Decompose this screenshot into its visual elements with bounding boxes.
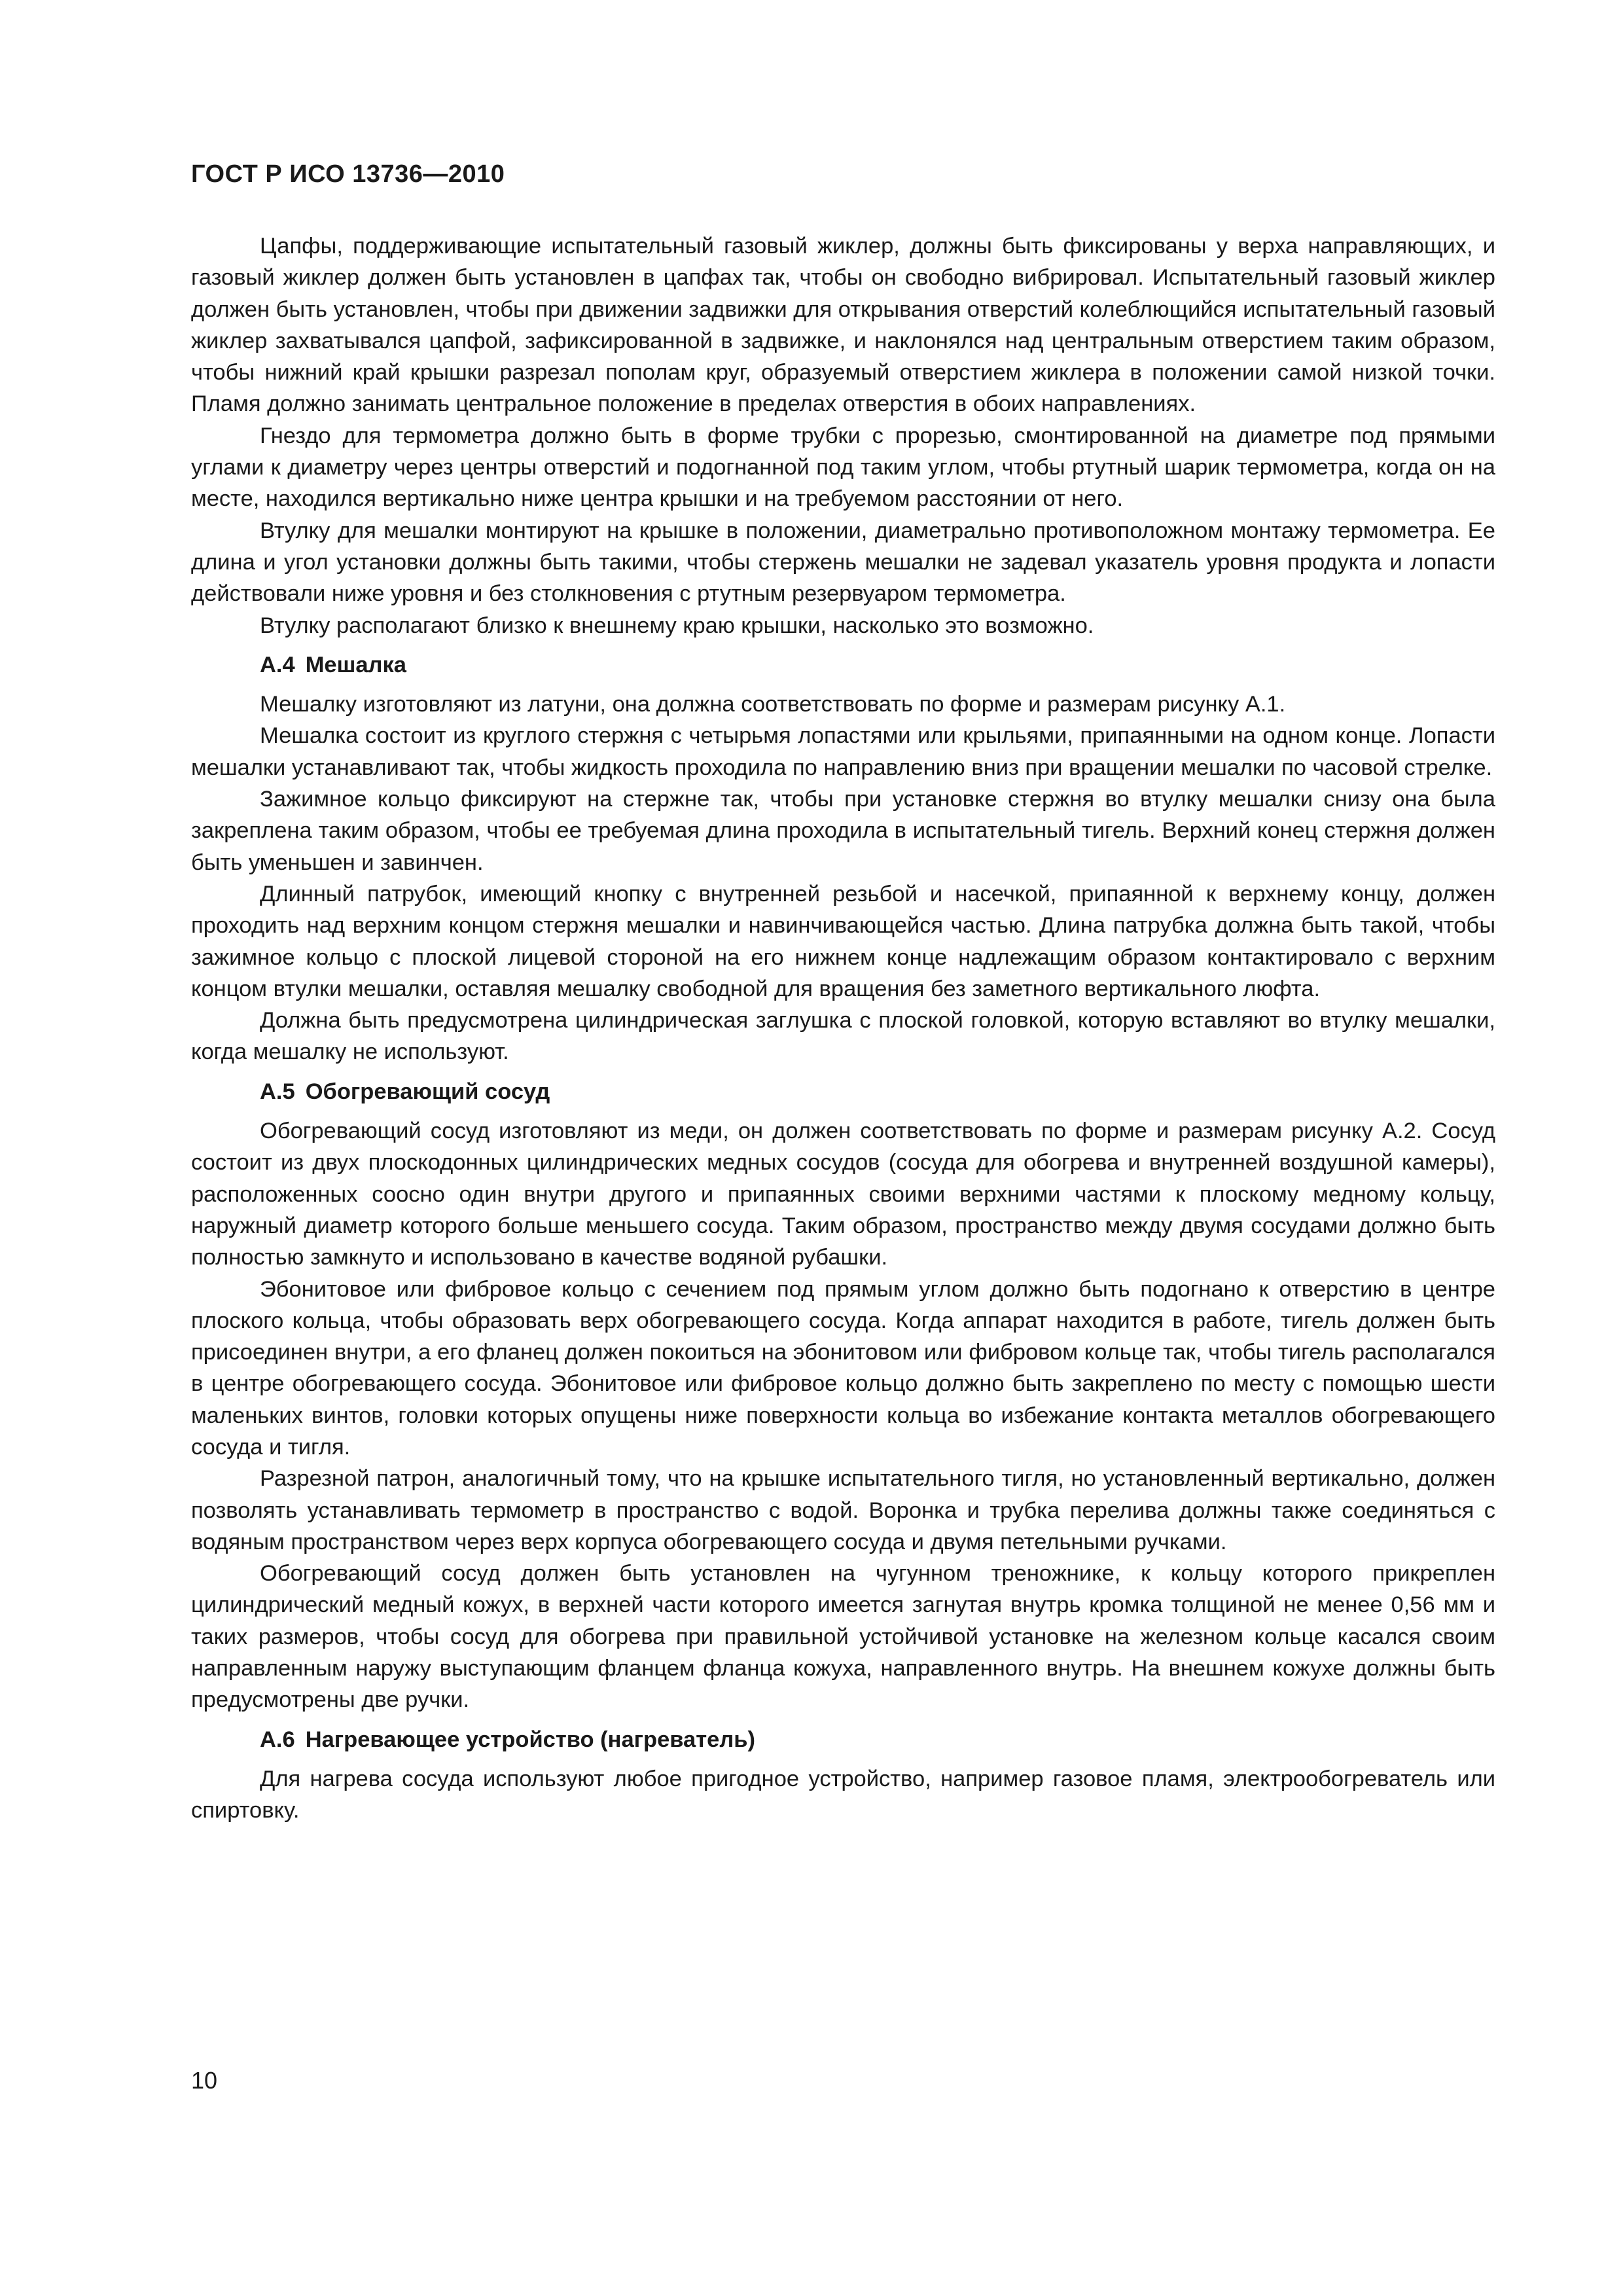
paragraph: Обогревающий сосуд изготовляют из меди, он должен соответствовать по форме и размерам рисунку А.2. Сосуд состоит из двух плоскодонных цилиндрических медных сосудов (сосуда для обогрева и внутренней воздушной камеры), расположенных соосно один внутри другого и припаянных своими верхними частями к плоскому медному кольцу, наружный диаметр которого больше меньшего сосуда. Таким образом, пространство между двумя сосудами должно быть полностью замкнуто и использовано в качестве водяной рубашки. <box>191 1119 1495 1270</box>
section-heading-a5 <box>191 1076 1495 1107</box>
paragraph: Мешалку изготовляют из латуни, она должна соответствовать по форме и размерам рисунку А.1. <box>260 692 1286 717</box>
section-title: Обогревающий сосуд <box>305 1079 550 1104</box>
paragraph: Зажимное кольцо фиксируют на стержне так, чтобы при установке стержня во втулку мешалки снизу она была закреплена таким образом, чтобы ее требуемая длина проходила в испытательный тигель. Верхний конец стержня должен быть уменьшен и завинчен. <box>191 787 1495 875</box>
paragraph: Эбонитовое или фибровое кольцо с сечением под прямым углом должно быть подогнано к отверстию в центре плоского кольца, чтобы образовать верх обогревающего сосуда. Когда аппарат находится в работе, тигель должен быть присоединен внутри, а его фланец должен покоиться на эбонитовом или фибровом кольце так, чтобы тигель располагался в центре обогревающего сосуда. Эбонитовое или фибровое кольцо должно быть закреплено по месту с помощью шести маленьких винтов, головки которых опущены ниже поверхности кольца во избежание контакта металлов обогревающего сосуда и тигля. <box>191 1276 1495 1460</box>
paragraph: Гнездо для термометра должно быть в форме трубки с прорезью, смонтированной на диаметре под прямыми углами к диаметру через центры отверстий и подогнанной под таким углом, чтобы ртутный шарик термометра, когда он на месте, находился вертикально ниже центра крышки и на требуемом расстоянии от него. <box>191 423 1495 512</box>
section-heading-a6 <box>191 1724 1495 1755</box>
paragraph: Обогревающий сосуд должен быть установлен на чугунном треножнике, к кольцу которого прикреплен цилиндрический медный кожух, в верхней части которого имеется загнутая внутрь кромка толщиной не менее 0,56 мм и таких размеров, чтобы сосуд для обогрева при правильной устойчивой установке на железном кольце касался своим направленным наружу выступающим фланцем фланца кожуха, направленного внутрь. На внешнем кожухе должны быть предусмотрены две ручки. <box>191 1561 1495 1713</box>
section-title: Мешалка <box>305 652 406 677</box>
section-heading-a4 <box>191 649 1495 681</box>
section-number: А.5 <box>260 1079 295 1104</box>
paragraph: Цапфы, поддерживающие испытательный газовый жиклер, должны быть фиксированы у верха направляющих, и газовый жиклер должен быть установлен в цапфах так, чтобы он свободно вибрировал. Испытательный газовый жиклер должен быть установлен, чтобы при движении задвижки для открывания отверстий колеблющийся испытательный газовый жиклер захватывался цапфой, зафиксированной в задвижке, и наклонялся над центральным отверстием таким образом, чтобы нижний край крышки разрезал пополам круг, образуемый отверстием жиклера в положении самой низкой точки. Пламя должно занимать центральное положение в пределах отверстия в обоих направлениях. <box>191 234 1495 417</box>
section-title: Нагревающее устройство (нагреватель) <box>305 1727 755 1752</box>
paragraph: Разрезной патрон, аналогичный тому, что на крышке испытательного тигля, но установленный вертикально, должен позволять устанавливать термометр в пространство с водой. Воронка и трубка перелива должны также соединяться с водяным пространством через верх корпуса обогревающего сосуда и двумя петельными ручками. <box>191 1466 1495 1554</box>
section-number: А.6 <box>260 1727 295 1752</box>
paragraph: Должна быть предусмотрена цилиндрическая заглушка с плоской головкой, которую вставляют во втулку мешалки, когда мешалку не используют. <box>191 1008 1495 1065</box>
document-code-header: ГОСТ Р ИСО 13736—2010 <box>191 160 505 188</box>
paragraph: Мешалка состоит из круглого стержня с четырьмя лопастями или крыльями, припаянными на одном конце. Лопасти мешалки устанавливают так, чтобы жидкость проходила по направлению вниз при вращении мешалки по часовой стрелке. <box>191 723 1495 780</box>
document-body <box>191 230 1495 1827</box>
paragraph: Втулку располагают близко к внешнему краю крышки, насколько это возможно. <box>260 613 1094 638</box>
paragraph: Втулку для мешалки монтируют на крышке в положении, диаметрально противоположном монтажу термометра. Ее длина и угол установки должны быть такими, чтобы стержень мешалки не задевал указатель уровня продукта и лопасти действовали ниже уровня и без столкновения с ртутным резервуаром термометра. <box>191 518 1495 607</box>
section-number: А.4 <box>260 652 295 677</box>
paragraph: Длинный патрубок, имеющий кнопку с внутренней резьбой и насечкой, припаянной к верхнему концу, должен проходить над верхним концом стержня мешалки и навинчивающейся частью. Длина патрубка должна быть такой, чтобы зажимное кольцо с плоской лицевой стороной на его нижнем конце надлежащим образом контактировало с верхним концом втулки мешалки, оставляя мешалку свободной для вращения без заметного вертикального люфта. <box>191 881 1495 1001</box>
paragraph: Для нагрева сосуда используют любое пригодное устройство, например газовое пламя, электрообогреватель или спиртовку. <box>191 1766 1495 1823</box>
page-number: 10 <box>191 2067 218 2094</box>
